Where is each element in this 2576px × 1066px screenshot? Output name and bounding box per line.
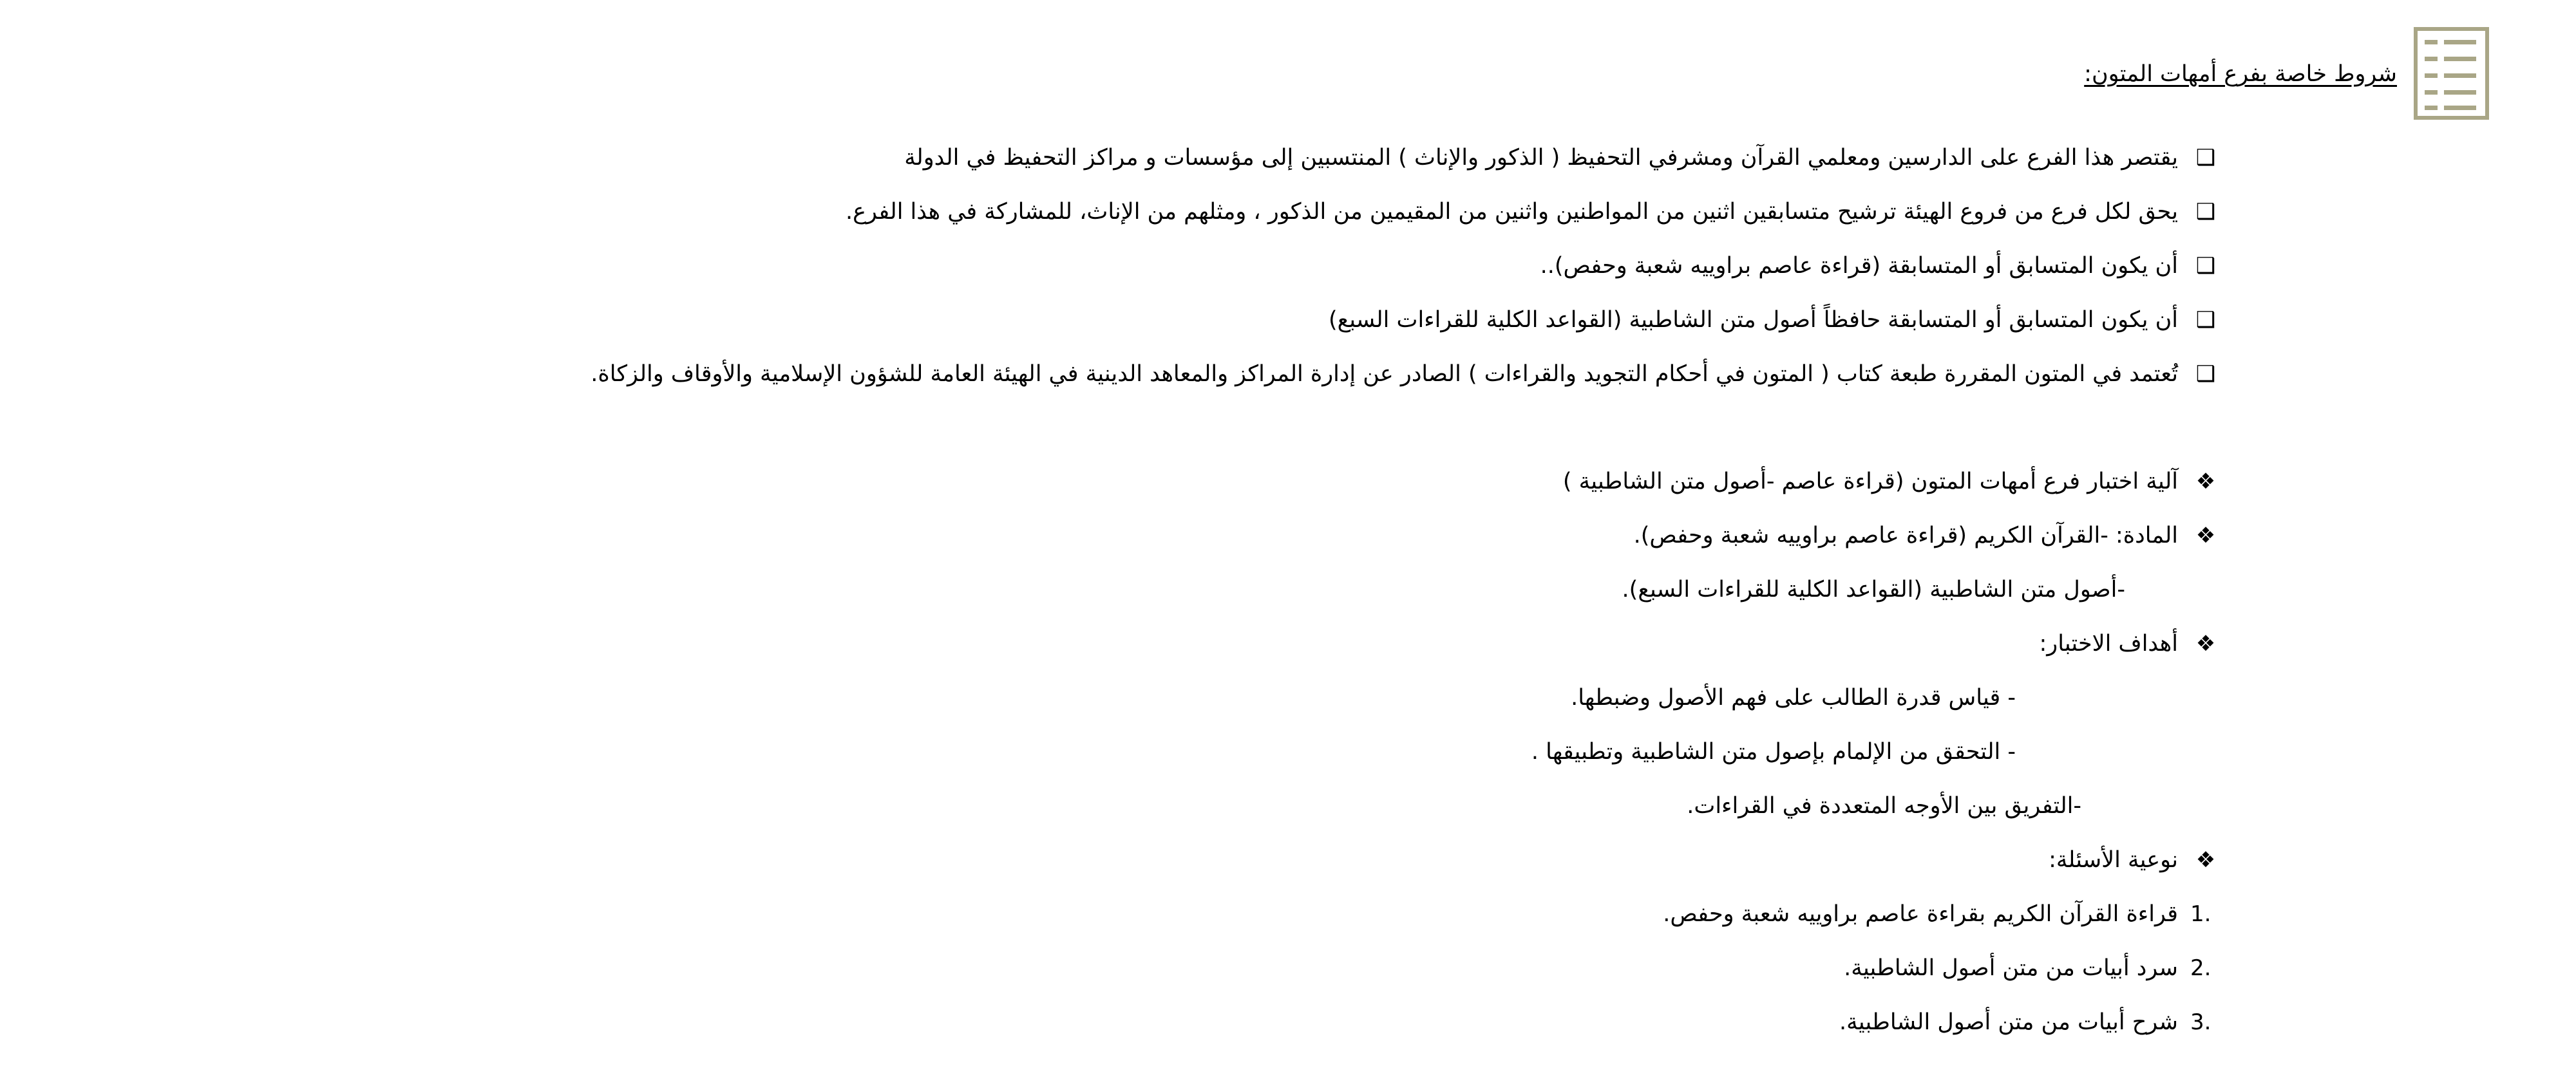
diamond-bullet-icon: ❖ bbox=[2195, 523, 2216, 548]
mechanism-heading: آلية اختبار فرع أمهات المتون (قراءة عاصم -أصول متن الشاطبية ) bbox=[1562, 469, 2178, 494]
subject-line-2: -أصول متن الشاطبية (القواعد الكلية للقراءات السبع). bbox=[1622, 577, 2125, 603]
subject-line: المادة: -القرآن الكريم (قراءة عاصم براوييه شعبة وحفص). bbox=[1633, 523, 2178, 548]
question-types-heading: نوعية الأسئلة: bbox=[2049, 847, 2178, 873]
diamond-bullet-icon: ❖ bbox=[2195, 631, 2216, 657]
section-title: شروط خاصة بفرع أمهات المتون: bbox=[2084, 61, 2397, 87]
condition-item: تُعتمد في المتون المقررة طبعة كتاب ( المتون في أحكام التجويد والقراءات ) الصادر عن إدارة المراكز والمعاهد الدينية في الهيئة العامة للشؤون الإسلامية والأوقاف والزكاة. bbox=[591, 361, 2178, 387]
condition-item: أن يكون المتسابق أو المتسابقة حافظاً أصول متن الشاطبية (القواعد الكلية للقراءات السبع) bbox=[1328, 307, 2178, 333]
condition-item: يقتصر هذا الفرع على الدارسين ومعلمي القرآن ومشرفي التحفيظ ( الذكور والإناث ) المنتسبين إلى مؤسسات و مراكز التحفيظ في الدولة bbox=[904, 145, 2178, 171]
goal-item: - قياس قدرة الطالب على فهم الأصول وضبطها. bbox=[1571, 685, 2016, 711]
square-bullet-icon: ❑ bbox=[2195, 361, 2216, 387]
condition-item: أن يكون المتسابق أو المتسابقة (قراءة عاصم براوييه شعبة وحفص).. bbox=[1540, 253, 2178, 279]
question-item: سرد أبيات من متن أصول الشاطبية. bbox=[1844, 955, 2178, 981]
list-number: 1. bbox=[2190, 901, 2211, 927]
list-number: 2. bbox=[2190, 955, 2211, 981]
list-number: 3. bbox=[2190, 1009, 2211, 1035]
document-lines-icon bbox=[2414, 27, 2489, 120]
diamond-bullet-icon: ❖ bbox=[2195, 847, 2216, 873]
question-item: قراءة القرآن الكريم بقراءة عاصم براوييه شعبة وحفص. bbox=[1663, 901, 2178, 927]
diamond-bullet-icon: ❖ bbox=[2195, 469, 2216, 494]
goal-item: -التفريق بين الأوجه المتعددة في القراءات. bbox=[1687, 793, 2081, 819]
square-bullet-icon: ❑ bbox=[2195, 307, 2216, 333]
square-bullet-icon: ❑ bbox=[2195, 199, 2216, 225]
question-item: شرح أبيات من متن أصول الشاطبية. bbox=[1839, 1009, 2178, 1035]
condition-item: يحق لكل فرع من فروع الهيئة ترشيح متسابقين اثنين من المواطنين واثنين من المقيمين من الذكور ، ومثلهم من الإناث، للمشاركة في هذا الفرع. bbox=[846, 199, 2178, 225]
goals-heading: أهداف الاختبار: bbox=[2039, 631, 2178, 657]
square-bullet-icon: ❑ bbox=[2195, 145, 2216, 171]
square-bullet-icon: ❑ bbox=[2195, 253, 2216, 279]
goal-item: - التحقق من الإلمام بإصول متن الشاطبية وتطبيقها . bbox=[1531, 739, 2016, 765]
